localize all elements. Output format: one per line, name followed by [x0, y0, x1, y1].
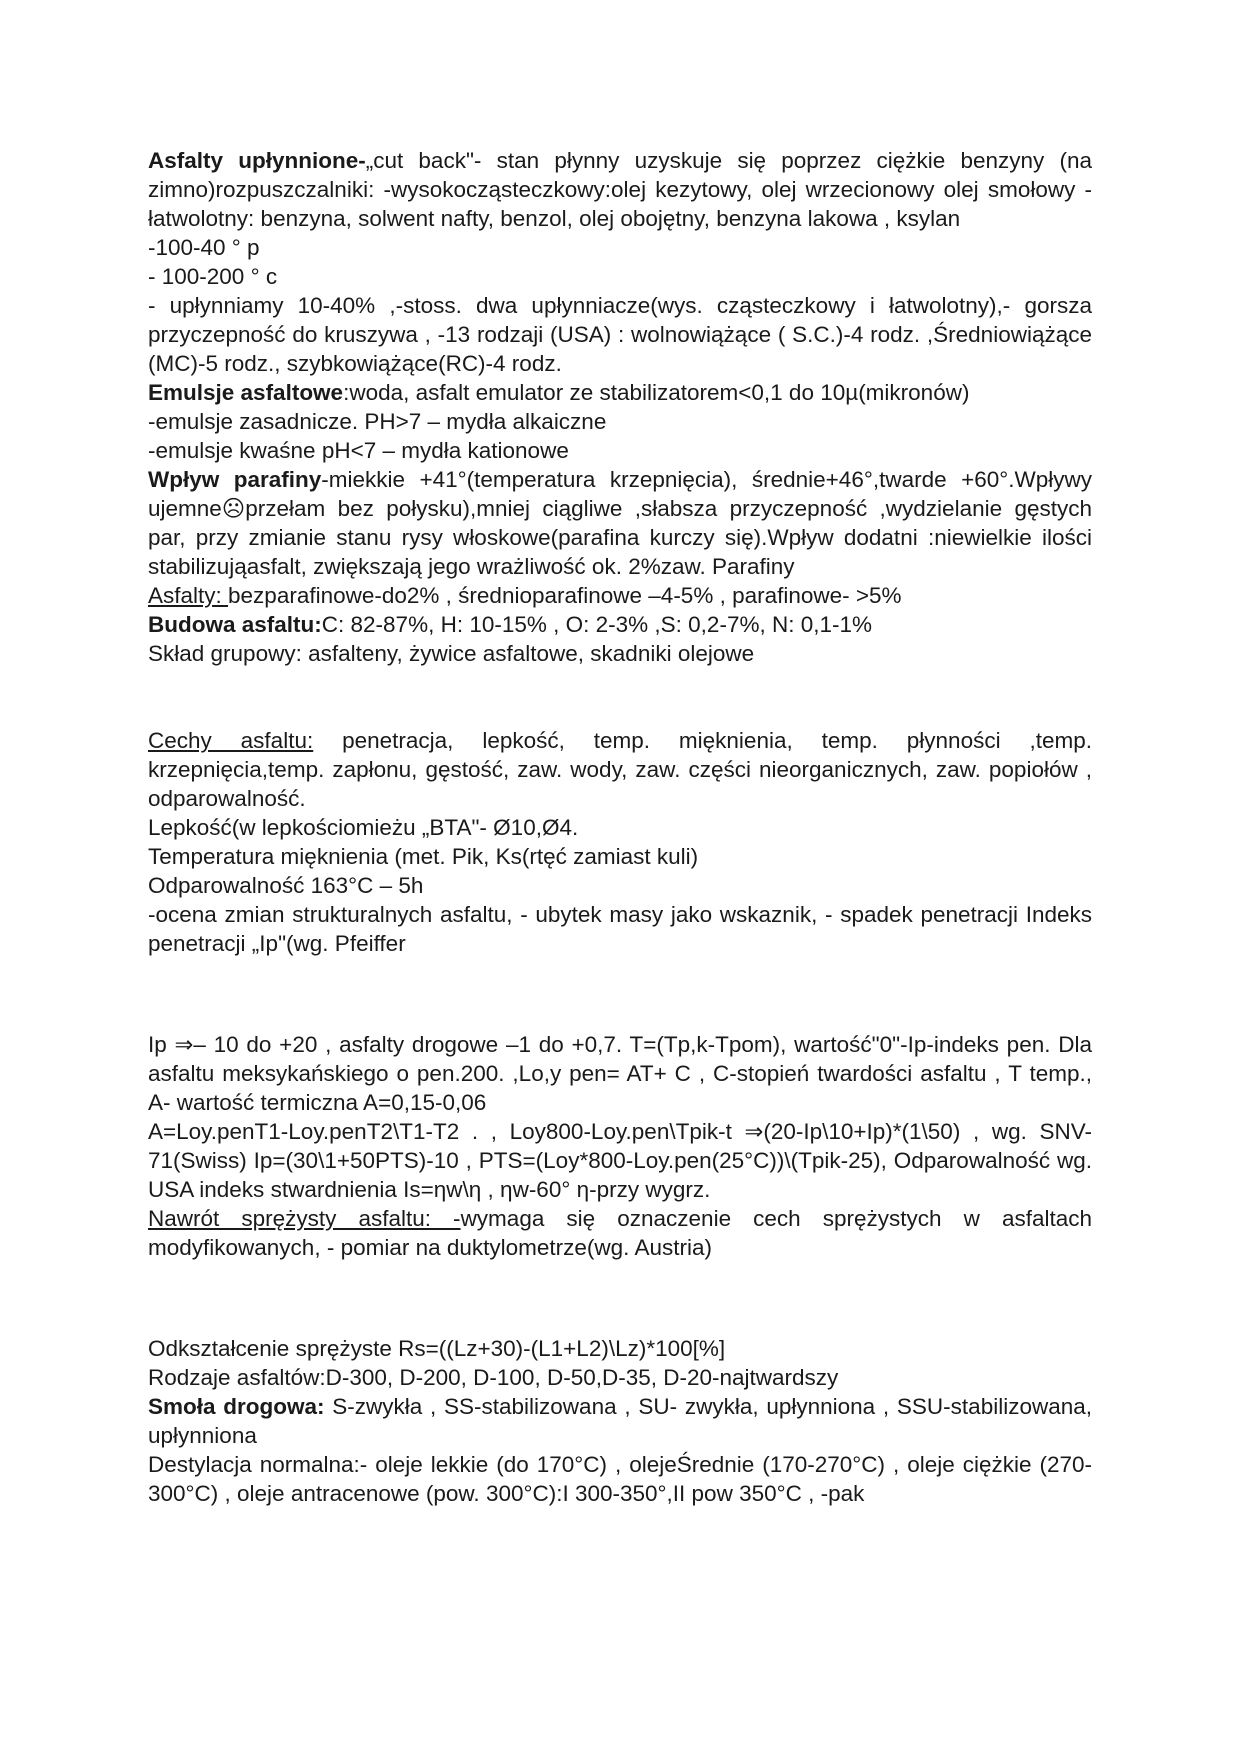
- paragraph-formulas: A=Loy.penT1-Loy.penT2\T1-T2 . , Loy800-Loy.pen\Tpik-t ⇒(20-Ip\10+Ip)*(1\50) , wg. SNV-71(Swiss) Ip=(30\1+50PTS)-10 , PTS=(Loy*800-Loy.pen(25°C))\(Tpik-25), Odparowalność wg. USA indeks stwardnienia Is=ηw\η , ηw-60° η-przy wygrz.: [148, 1119, 1092, 1202]
- paragraph-temperatura: Temperatura mięknienia (met. Pik, Ks(rtęć zamiast kuli): [148, 844, 699, 869]
- heading-smola-drogowa: Smoła drogowa:: [148, 1394, 325, 1419]
- paragraph-parafiny: [148, 465, 1092, 581]
- paragraph-lepkosc: Lepkość(w lepkościomieżu „BTA"- Ø10,Ø4.: [148, 815, 579, 840]
- paragraph-budowa: [148, 610, 1092, 639]
- paragraph-text: penetracja, lepkość, temp. mięknienia, temp. płynności ,temp. krzepnięcia,temp. zapłonu, gęstość, zaw. wody, zaw. części nieorganicznych, zaw. popiołów , odparowalność.: [148, 728, 1092, 811]
- paragraph-emulsje-kwasne: -emulsje kwaśne pH<7 – mydła kationowe: [148, 438, 569, 463]
- paragraph-ocena: -ocena zmian strukturalnych asfaltu, - ubytek masy jako wskaznik, - spadek penetracji Indeks penetracji „Ip"(wg. Pfeiffer: [148, 902, 1092, 956]
- paragraph-text: :woda, asfalt emulator ze stabilizatorem<0,1 do 10µ(mikronów): [343, 380, 970, 405]
- paragraph-odparowalnosc: Odparowalność 163°C – 5h: [148, 873, 424, 898]
- paragraph-temp-c: - 100-200 ° c: [148, 264, 278, 289]
- paragraph-emulsje-zasadnicze: -emulsje zasadnicze. PH>7 – mydła alkaiczne: [148, 409, 607, 434]
- blank-space: [148, 958, 1092, 1030]
- paragraph-text: -miekkie +41°(temperatura krzepnięcia), średnie+46°,twarde +60°.Wpływy ujemne☹przełam bez połysku),mniej ciągliwe ,słabsza przyczepność ,wydzielanie gęstych par, przy zmianie stanu rysy włoskowe(parafina kurczy się).Wpływ dodatni :niewielkie ilości stabilizująasfalt, zwiększają jego wrażliwość ok. 2%zaw. Parafiny: [148, 467, 1092, 579]
- heading-emulsje-asfaltowe: Emulsje asfaltowe: [148, 380, 344, 405]
- paragraph-asfalty-parafinowe: [148, 581, 1092, 610]
- paragraph-text: C: 82-87%, H: 10-15% , O: 2-3% ,S: 0,2-7%, N: 0,1-1%: [321, 612, 873, 637]
- blank-space: [148, 1262, 1092, 1334]
- heading-asfalty: Asfalty:: [148, 583, 229, 608]
- paragraph-text: bezparafinowe-do2% , średnioparafinowe –4-5% , parafinowe- >5%: [228, 583, 902, 608]
- paragraph-smola: [148, 1392, 1092, 1450]
- heading-budowa-asfaltu: Budowa asfaltu:: [148, 612, 322, 637]
- blank-space: [148, 668, 1092, 726]
- paragraph-destylacja: Destylacja normalna:- oleje lekkie (do 170°C) , olejeŚrednie (170-270°C) , oleje ciężkie (270-300°C) , oleje antracenowe (pow. 300°C):I 300-350°,II pow 350°C , -pak: [148, 1452, 1092, 1506]
- paragraph-ip: Ip ⇒– 10 do +20 , asfalty drogowe –1 do +0,7. T=(Tp,k-Tpom), wartość"0"-Ip-indeks pen. Dla asfaltu meksykańskiego o pen.200. ,Lo,y pen= AT+ C , C-stopień twardości asfaltu , T temp., A- wartość termiczna A=0,15-0,06: [148, 1032, 1092, 1115]
- paragraph-cut-back: [148, 146, 1092, 233]
- paragraph-odksztalcenie: Odkształcenie sprężyste Rs=((Lz+30)-(L1+L2)\Lz)*100[%]: [148, 1336, 726, 1361]
- paragraph-text: wymaga się oznaczenie cech sprężystych w asfaltach modyfikowanych, - pomiar na duktylometrze(wg. Austria): [148, 1206, 1093, 1260]
- heading-nawrot-sprezysty: Nawrót sprężysty asfaltu: -: [148, 1206, 461, 1231]
- paragraph-nawrot: [148, 1204, 1092, 1262]
- heading-cechy-asfaltu: Cechy asfaltu:: [148, 728, 314, 753]
- paragraph-sklad: Skład grupowy: asfalteny, żywice asfaltowe, skadniki olejowe: [148, 641, 755, 666]
- paragraph-text: S-zwykła , SS-stabilizowana , SU- zwykła, upłynniona , SSU-stabilizowana, upłynniona: [148, 1394, 1093, 1448]
- document-page: [148, 146, 1092, 1508]
- paragraph-uplynniamy: - upłynniamy 10-40% ,-stoss. dwa upłynniacze(wys. cząsteczkowy i łatwolotny),- gorsza przyczepność do kruszywa , -13 rodzaji (USA) : wolnowiążące ( S.C.)-4 rodz. ,Średniowiążące (MC)-5 rodz., szybkowiążące(RC)-4 rodz.: [148, 293, 1092, 376]
- paragraph-rodzaje: Rodzaje asfaltów:D-300, D-200, D-100, D-50,D-35, D-20-najtwardszy: [148, 1365, 839, 1390]
- heading-asfalty-uplynnione: Asfalty upłynnione-: [148, 148, 366, 173]
- paragraph-cechy: [148, 726, 1092, 813]
- paragraph-emulsje: [148, 378, 1092, 407]
- paragraph-temp-p: -100-40 ° p: [148, 235, 260, 260]
- paragraph-text: „cut back"- stan płynny uzyskuje się poprzez ciężkie benzyny (na zimno)rozpuszczalniki: -wysokocząsteczkowy:olej kezytowy, olej wrzecionowy olej smołowy - łatwolotny: benzyna, solwent nafty, benzol, olej obojętny, benzyna lakowa , ksylan: [148, 148, 1092, 231]
- heading-wplyw-parafiny: Wpływ parafiny: [148, 467, 322, 492]
